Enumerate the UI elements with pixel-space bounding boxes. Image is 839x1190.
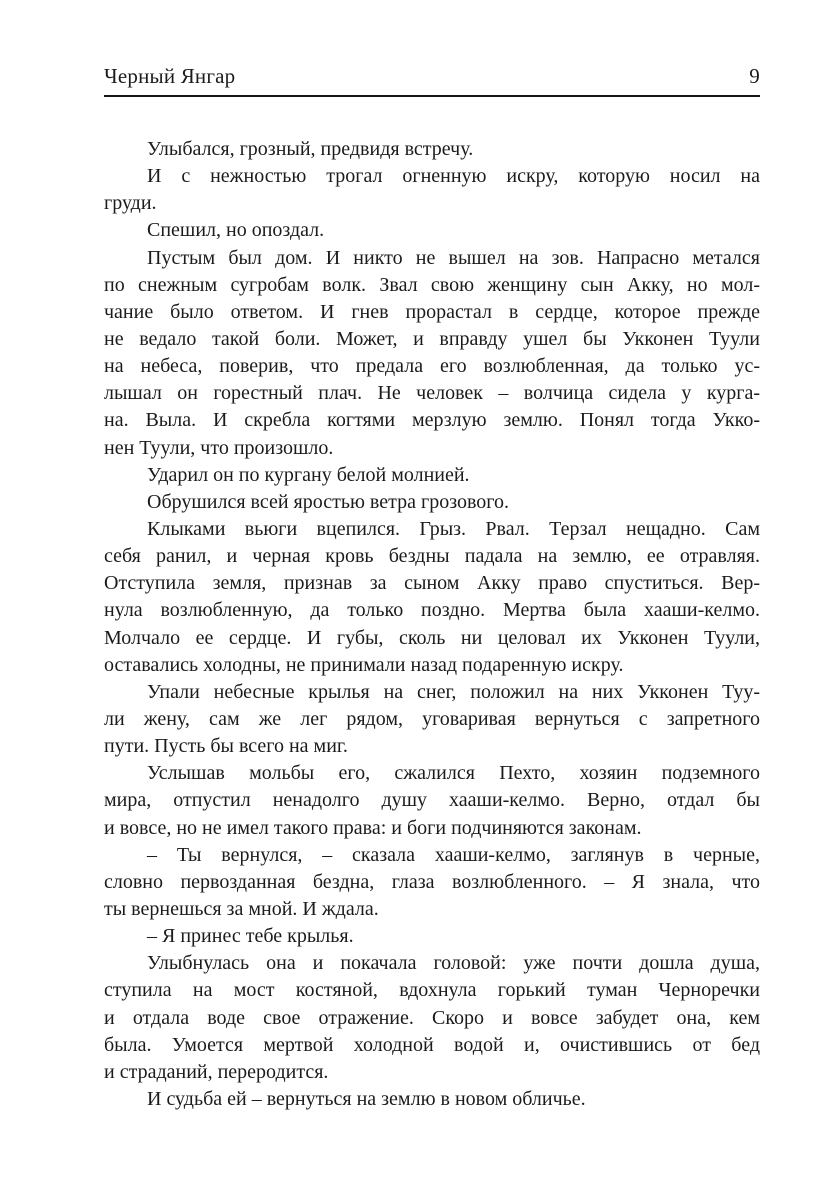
text-line: словно первозданная бездна, глаза возлюбленного. – Я знала, что <box>104 870 760 893</box>
text-line: оставались холодны, не принимали назад подаренную искру. <box>104 653 624 676</box>
text-line: Улыбнулась она и покачала головой: уже почти дошла душа, <box>147 952 760 975</box>
text-line: не ведало такой боли. Может, и вправду ушел бы Укконен Туули <box>104 327 760 350</box>
text-line: Услышав мольбы его, сжалился Пехто, хозяин подземного <box>147 762 760 785</box>
paragraph <box>104 163 760 217</box>
text-line: нула возлюбленную, да только поздно. Мертва была хааши-келмо. <box>104 599 760 622</box>
paragraph <box>104 923 760 950</box>
text-line: Упали небесные крылья на снег, положил на них Укконен Туу- <box>147 680 760 703</box>
paragraph <box>104 760 760 841</box>
text-line: на небеса, поверив, что предала его возлюбленная, да только ус- <box>104 355 760 378</box>
text-line: и вовсе, но не имел такого права: и боги подчиняются законам. <box>104 816 642 839</box>
paragraph <box>104 1086 760 1113</box>
paragraph <box>104 842 760 923</box>
page-number: 9 <box>749 64 760 88</box>
text-line: лышал он горестный плач. Не человек – волчица сидела у курга- <box>104 382 760 405</box>
running-head-title: Черный Янгар <box>104 64 236 88</box>
running-head <box>104 64 760 97</box>
text-line: Пустым был дом. И никто не вышел на зов. Напрасно метался <box>147 246 760 269</box>
page-text <box>104 136 760 1113</box>
text-line: была. Умоется мертвой холодной водой и, очистившись от бед <box>104 1033 760 1056</box>
paragraph <box>104 950 760 1086</box>
text-line: груди. <box>104 192 157 215</box>
paragraph <box>104 217 760 244</box>
paragraph <box>104 489 760 516</box>
text-line: Молчало ее сердце. И губы, сколь ни целовал их Укконен Туули, <box>104 626 760 649</box>
text-line: Улыбался, грозный, предвидя встречу. <box>147 138 474 160</box>
text-line: Клыками вьюги вцепился. Грыз. Рвал. Терзал нещадно. Сам <box>147 517 760 540</box>
text-line: чание было ответом. И гнев прорастал в сердце, которое прежде <box>104 300 760 323</box>
text-line: и отдала воде свое отражение. Скоро и вовсе забудет она, кем <box>104 1006 760 1029</box>
text-line: Обрушился всей яростью ветра грозового. <box>147 490 509 513</box>
text-line: И судьба ей – вернуться на землю в новом обличье. <box>147 1087 586 1110</box>
text-line: пути. Пусть бы всего на миг. <box>104 735 348 758</box>
paragraph <box>104 462 760 489</box>
text-line: себя ранил, и черная кровь бездны падала на землю, ее отравляя. <box>104 545 760 568</box>
text-line: нен Туули, что произошло. <box>104 436 334 459</box>
paragraph <box>104 245 760 462</box>
text-line: И с нежностью трогал огненную искру, которую носил на <box>147 165 760 188</box>
text-line: ли жену, сам же лег рядом, уговаривая вернуться с запретного <box>104 707 760 730</box>
text-line: – Я принес тебе крылья. <box>147 925 354 948</box>
text-line: ступила на мост костяной, вдохнула горький туман Черноречки <box>104 979 760 1002</box>
paragraph <box>104 516 760 679</box>
text-line: ты вернешься за мной. И ждала. <box>104 897 379 920</box>
text-line: Отступила земля, признав за сыном Акку право спуститься. Вер- <box>104 572 760 595</box>
text-line: – Ты вернулся, – сказала хааши-келмо, заглянув в черные, <box>147 843 760 866</box>
paragraph <box>104 136 760 163</box>
paragraph <box>104 679 760 760</box>
text-line: Ударил он по кургану белой молнией. <box>147 463 470 486</box>
text-line: по снежным сугробам волк. Звал свою женщину сын Акку, но мол- <box>104 273 760 296</box>
text-line: мира, отпустил ненадолго душу хааши-келмо. Верно, отдал бы <box>104 789 760 812</box>
text-line: на. Выла. И скребла когтями мерзлую землю. Понял тогда Укко- <box>104 409 760 432</box>
text-line: и страданий, переродится. <box>104 1060 329 1083</box>
text-line: Спешил, но опоздал. <box>147 219 325 242</box>
